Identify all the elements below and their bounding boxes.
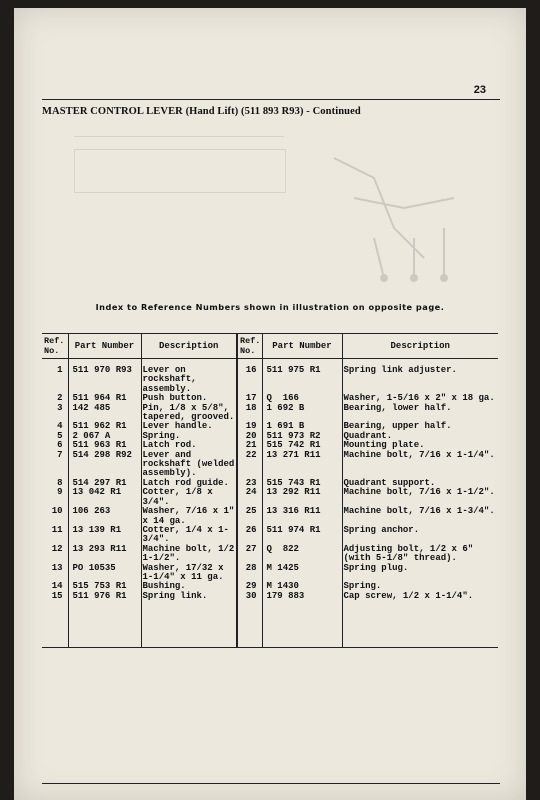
table-row	[42, 404, 498, 423]
table-header-row	[42, 334, 498, 359]
ref-number-cell: 26	[237, 526, 262, 545]
part-number-cell: 1 692 B	[262, 404, 342, 423]
description-cell: Spring link.	[141, 592, 237, 601]
description-cell: Latch rod guide.	[141, 479, 237, 488]
part-number-cell: 511 975 R1	[262, 359, 342, 395]
description-cell: Spring link adjuster.	[342, 359, 498, 395]
description-cell: Machine bolt, 7/16 x 1-3/4".	[342, 507, 498, 526]
header-ref-no-2: Ref. No.	[237, 334, 262, 359]
ref-number-cell: 10	[51, 506, 63, 517]
ref-number-cell: 11	[51, 524, 63, 535]
description-cell: Washer, 17/32 x 1-1/4" x 11 ga.	[141, 564, 237, 583]
header-part-number-2: Part Number	[262, 334, 342, 359]
ref-number-cell: 9	[57, 487, 63, 498]
description-cell: Bearing, upper half.	[342, 422, 498, 431]
parts-table-frame	[42, 333, 498, 648]
empty-cell	[141, 601, 237, 647]
part-number-cell: M 1425	[262, 564, 342, 583]
ref-number-cell: 3	[57, 402, 63, 413]
part-number-cell: 142 485	[68, 404, 141, 423]
bottom-rule	[42, 783, 500, 784]
ref-number-cell: 28	[237, 564, 262, 583]
description-cell: Quadrant.	[342, 432, 498, 441]
ref-number-cell: 16	[237, 359, 262, 395]
ref-number-cell: 7	[57, 449, 63, 460]
part-number-cell: 13 316 R11	[262, 507, 342, 526]
part-number-cell: 1 691 B	[262, 422, 342, 431]
ref-number-cell: 12	[51, 543, 63, 554]
part-number-cell: 13 042 R1	[68, 488, 141, 507]
empty-cell	[262, 601, 342, 647]
ref-number-cell: 2	[57, 393, 63, 404]
description-cell: Push button.	[141, 394, 237, 403]
part-number-cell: 511 962 R1	[68, 422, 141, 431]
part-number-cell: 2 067 A	[68, 432, 141, 441]
table-row	[42, 545, 498, 564]
description-cell: Bearing, lower half.	[342, 404, 498, 423]
description-cell: Machine bolt, 7/16 x 1-1/2".	[342, 488, 498, 507]
ref-number-cell: 20	[237, 432, 262, 441]
ref-number-cell: 6	[57, 440, 63, 451]
part-number-cell: 515 742 R1	[262, 441, 342, 450]
ref-number-cell: 25	[237, 507, 262, 526]
table-row	[42, 507, 498, 526]
part-number-cell: 13 139 R1	[68, 526, 141, 545]
empty-cell	[68, 601, 141, 647]
table-row	[42, 488, 498, 507]
description-cell: Lever on rockshaft, assembly.	[141, 359, 237, 395]
part-number-cell: 514 297 R1	[68, 479, 141, 488]
part-number-cell: 511 970 R93	[68, 359, 141, 395]
part-number-cell: Q 166	[262, 394, 342, 403]
description-cell: Machine bolt, 1/2 1-1/2".	[141, 545, 237, 564]
bleed-through-text	[74, 136, 286, 193]
description-cell: Cap screw, 1/2 x 1-1/4".	[342, 592, 498, 601]
ref-number-cell: 22	[237, 451, 262, 479]
part-number-cell: 13 293 R11	[68, 545, 141, 564]
ref-number-cell: 24	[237, 488, 262, 507]
top-rule	[42, 99, 500, 100]
ref-number-cell: 5	[57, 430, 63, 441]
part-number-cell: Q 822	[262, 545, 342, 564]
header-description-2: Description	[342, 334, 498, 359]
part-number-cell: 515 753 R1	[68, 582, 141, 591]
bleed-through-illustration	[314, 138, 494, 288]
description-cell: Quadrant support.	[342, 479, 498, 488]
page-number: 23	[473, 84, 486, 96]
ref-number-cell: 23	[237, 479, 262, 488]
header-description: Description	[141, 334, 237, 359]
table-row	[42, 451, 498, 479]
description-cell: Cotter, 1/4 x 1-3/4".	[141, 526, 237, 545]
description-cell: Pin, 1/8 x 5/8", tapered, grooved.	[141, 404, 237, 423]
description-cell: Spring.	[342, 582, 498, 591]
ref-number-cell: 27	[237, 545, 262, 564]
part-number-cell: 179 883	[262, 592, 342, 601]
empty-cell	[42, 601, 68, 647]
ref-number-cell: 1	[57, 365, 63, 375]
ref-number-cell: 19	[237, 422, 262, 431]
part-number-cell: 514 298 R92	[68, 451, 141, 479]
part-number-cell: 511 976 R1	[68, 592, 141, 601]
part-number-cell: 511 973 R2	[262, 432, 342, 441]
table-row	[42, 564, 498, 583]
ref-number-cell: 21	[237, 441, 262, 450]
description-cell: Lever handle.	[141, 422, 237, 431]
ref-number-cell: 29	[237, 582, 262, 591]
part-number-cell: PO 10535	[68, 564, 141, 583]
part-number-cell: 106 263	[68, 507, 141, 526]
part-number-cell: 13 292 R11	[262, 488, 342, 507]
description-cell: Spring.	[141, 432, 237, 441]
description-cell: Latch rod.	[141, 441, 237, 450]
description-cell: Mounting plate.	[342, 441, 498, 450]
description-cell: Spring plug.	[342, 564, 498, 583]
index-note: Index to Reference Numbers shown in illustration on opposite page.	[95, 302, 445, 312]
ref-number-cell: 30	[237, 592, 262, 601]
description-cell: Spring anchor.	[342, 526, 498, 545]
header-ref-no: Ref. No.	[42, 334, 68, 359]
table-row	[42, 592, 498, 601]
ref-number-cell: 14	[51, 581, 63, 592]
part-number-cell: 13 271 R11	[262, 451, 342, 479]
description-cell: Bushing.	[141, 582, 237, 591]
description-cell: Lever and rockshaft (welded assembly).	[141, 451, 237, 479]
document-page	[14, 8, 526, 800]
ref-number-cell: 8	[57, 477, 63, 488]
ref-number-cell: 15	[51, 590, 63, 601]
ref-number-cell: 4	[57, 421, 63, 432]
part-number-cell: 515 743 R1	[262, 479, 342, 488]
part-number-cell: 511 964 R1	[68, 394, 141, 403]
page-title: MASTER CONTROL LEVER (Hand Lift) (511 893 R93) - Continued	[42, 106, 361, 117]
table-spacer-row	[42, 601, 498, 647]
description-cell: Cotter, 1/8 x 3/4".	[141, 488, 237, 507]
header-part-number: Part Number	[68, 334, 141, 359]
table-row	[42, 359, 498, 395]
parts-table	[42, 334, 498, 647]
description-cell: Washer, 7/16 x 1" x 14 ga.	[141, 507, 237, 526]
empty-cell	[342, 601, 498, 647]
empty-cell	[237, 601, 262, 647]
description-cell: Washer, 1-5/16 x 2" x 18 ga.	[342, 394, 498, 403]
description-cell: Machine bolt, 7/16 x 1-1/4".	[342, 451, 498, 479]
ref-number-cell: 18	[237, 404, 262, 423]
part-number-cell: M 1430	[262, 582, 342, 591]
part-number-cell: 511 963 R1	[68, 441, 141, 450]
description-cell: Adjusting bolt, 1/2 x 6" (with 5-1/8" thread).	[342, 545, 498, 564]
table-row	[42, 526, 498, 545]
part-number-cell: 511 974 R1	[262, 526, 342, 545]
ref-number-cell: 13	[51, 562, 63, 573]
ref-number-cell: 17	[237, 394, 262, 403]
